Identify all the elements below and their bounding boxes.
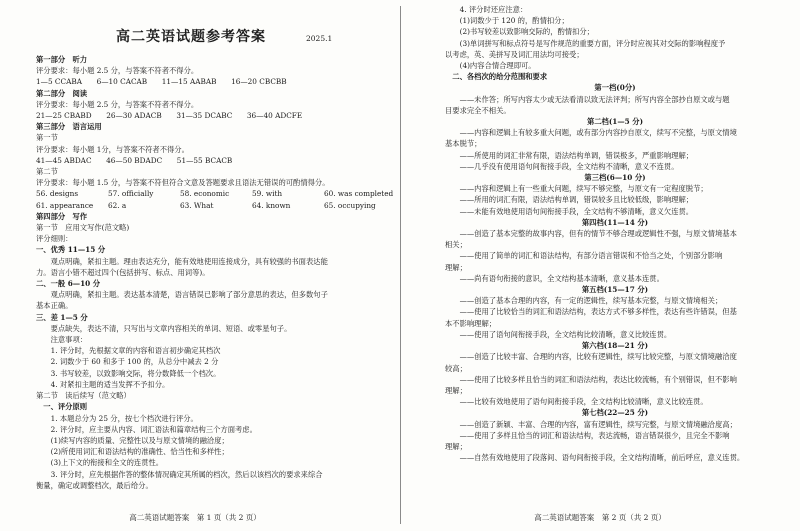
section-heading: 第四档(11—14 分) — [581, 217, 649, 227]
section-heading: 第六档(18—21 分) — [581, 341, 649, 351]
text-line: ——所使用的词汇非常有限，语法结构单调，错误极多，严重影响理解； — [445, 150, 694, 160]
text-line: (1)续写内容的质量、完整性以及与原文情境的融洽度； — [36, 435, 229, 445]
text-line: 本不影响理解； — [445, 318, 497, 328]
section-heading: 第五档(15—17 分) — [581, 285, 649, 295]
section-heading: 第三档(6—10 分) — [584, 173, 646, 183]
text-line: 评分要求：每小题 1.5 分，与答案不符但符合文意及答题要求且语法无错误的可酌情得分。 — [36, 178, 330, 188]
text-line: 2. 评分时，应主要从内容、词汇语法和篇章结构三个方面考虑。 — [36, 424, 257, 434]
text-line: 理解； — [445, 385, 467, 395]
text-line: 观点明确，紧扣主题。表达基本清楚，语言错误已影响了部分意思的表达，但多数句子 — [36, 290, 328, 300]
answer-item: 60. was completed — [324, 189, 394, 199]
text-line: 力。语言小错不超过四个(包括拼写、标点、用词等)。 — [36, 267, 210, 277]
fill-in-answers — [36, 188, 394, 210]
text-line: 1. 评分时，先根据文章的内容和语言初步确定其档次 — [36, 346, 221, 356]
text-line: 3. 书写较差，以致影响交际，将分数降低一个档次。 — [36, 368, 221, 378]
text-line: ——内容和逻辑上有一些重大问题，续写不够完整，与原文有一定程度脱节； — [445, 184, 708, 194]
text-line: 4. 对紧扣主题的适当发挥不予扣分。 — [36, 379, 170, 389]
answer-item: 61. appearance — [36, 200, 94, 210]
text-line: 目要求完全不相关。 — [445, 105, 511, 115]
section-heading: 第三部分 语言运用 — [36, 122, 102, 132]
text-line: 评分要求：每小题 2.5 分，与答案不符者不得分。 — [36, 99, 199, 109]
text-line: ——使用了比较多样且恰当的词汇和语法结构，表达比较流畅，有个别错误，但不影响 — [445, 374, 737, 384]
text-line: ——使用了语句间衔接手段，全文结构比较清晰，意义比较连贯。 — [445, 329, 672, 339]
text-line: 理解； — [445, 262, 467, 272]
page-1-section-a — [36, 54, 380, 188]
text-line: ——比较有效地使用了语句间衔接手段，全文结构比较清晰，意义比较连贯。 — [445, 397, 708, 407]
text-line: 注意事项： — [36, 335, 88, 345]
text-line: 21—25 CBABD 26—30 ADACB 31—35 DCABC 36—40 ADCFE — [36, 111, 303, 121]
section-heading: 第四部分 写作 — [36, 211, 88, 221]
section-heading: 三、差 1—5 分 — [36, 312, 88, 322]
answer-item: 62. a — [108, 200, 127, 210]
section-heading: 第七档(22—25 分) — [581, 408, 649, 418]
text-line: (2)书写较差以致影响交际的，酌情扣分； — [445, 27, 594, 37]
text-line: 评分要求：每小题 2.5 分，与答案不符者不得分。 — [36, 66, 199, 76]
text-line: 1. 本题总分为 25 分，按七个档次进行评分。 — [36, 413, 198, 423]
text-line: 要点缺失，表达不清，只写出与文章内容相关的单词、短语、或零星句子。 — [36, 323, 292, 333]
section-heading: 第一部分 听力 — [36, 55, 88, 64]
text-line: 41—45 ABDAC 46—50 BDADC 51—55 BCACB — [36, 155, 233, 165]
page-2-footer: 高二英语试题答案 第 2 页（共 2 页） — [534, 513, 666, 522]
text-line: ——创造了基本合理的内容，有一定的逻辑性，续写基本完整，与原文情境相关； — [445, 296, 723, 306]
text-line: 衡量，确定或调整档次，最后给分。 — [36, 480, 153, 490]
text-line: (2)所使用词汇和语法结构的准确性、恰当性和多样性； — [36, 447, 229, 457]
text-line: 观点明确，紧扣主题。理由表达充分，能有效地使用连接成分，具有较强的书面表达能 — [36, 256, 328, 266]
text-line: ——未能有效地使用语句间衔接手段，全文结构不够清晰，意义欠连贯。 — [445, 206, 694, 216]
text-line: ——自然有效地使用了段落间、语句间衔接手段，全文结构清晰，前后呼应，意义连贯。 — [445, 453, 745, 463]
text-line: 3. 评分时，应先根据作答的整体情况确定其所属的档次，然后以该档次的要求来综合 — [36, 469, 323, 479]
text-line: 较高； — [445, 363, 467, 373]
header — [36, 26, 380, 48]
text-line: 1—5 CCABA 6—10 CACAB 11—15 AABAB 16—20 CBCBB — [36, 77, 287, 87]
text-line: 相关； — [445, 240, 467, 250]
text-line: ——创造了比较丰富、合理的内容，比较有逻辑性，续写比较完整，与原文情境融洽度 — [445, 352, 737, 362]
text-line: 评分细则： — [36, 234, 73, 244]
section-heading: 一、评分原则 — [36, 402, 88, 412]
text-line: 第二节 — [36, 167, 58, 177]
text-line: (3)单词拼写和标点符号是写作规范的重要方面，评分时应视其对交际的影响程度予 — [445, 38, 726, 48]
section-heading: 一、优秀 11—15 分 — [36, 245, 106, 255]
text-line: ——未作答；所写内容太少或无法看清以致无法评判；所写内容全部抄自原文或与题 — [445, 94, 730, 104]
text-line: (1)词数少于 120 的，酌情扣分； — [445, 16, 569, 26]
text-line: ——内容和逻辑上有较多重大问题，或有部分内容抄自原文，续写不完整，与原文情境 — [445, 128, 737, 138]
text-line: ——尚有语句衔接的意识，全文结构基本清晰，意义基本连贯。 — [445, 273, 664, 283]
section-heading: 二、一般 6—10 分 — [36, 279, 101, 289]
text-line: ——使用了多样且恰当的词汇和语法结构，表达流畅，语言错误很少，且完全不影响 — [445, 430, 730, 440]
answer-item: 65. occupying — [324, 200, 376, 210]
answer-item: 59. with — [252, 189, 283, 199]
section-heading: 二、各档次的给分范围和要求 — [445, 72, 548, 82]
page-1-footer: 高二英语试题答案 第 1 页（共 2 页） — [129, 513, 261, 522]
text-line: (3)上下文的衔接和全文的连贯性。 — [36, 458, 164, 468]
page-divider — [400, 6, 401, 524]
text-line: ——使用了简单的词汇和语法结构，有部分语言错误和不恰当之处，个别部分影响 — [445, 251, 723, 261]
text-line: 2. 词数少于 60 和多于 100 的，从总分中减去 2 分 — [36, 357, 219, 367]
text-line: 第二节 读后续写（范文略） — [36, 391, 131, 401]
text-line: ——几乎没有使用语句间衔接手段，全文结构不清晰，意义不连贯。 — [445, 161, 679, 171]
text-line: 基本正确。 — [36, 301, 73, 311]
answer-item: 64. known — [252, 200, 291, 210]
answer-item: 56. designs — [36, 189, 79, 199]
text-line: 基本脱节； — [445, 139, 482, 149]
text-line: 以考虑，英、美拼写及词汇用法均可接受； — [445, 49, 584, 59]
text-line: (4)内容合情合理即可。 — [445, 61, 536, 71]
section-heading: 第一档(0分) — [594, 83, 636, 93]
page-2-body — [445, 4, 785, 463]
page-1 — [0, 0, 394, 531]
section-heading: 第二部分 阅读 — [36, 88, 88, 98]
text-line: ——所用的词汇有限，语法结构单调，错误较多且比较低级，影响理解； — [445, 195, 694, 205]
text-line: ——使用了比较恰当的词汇和语法结构，表达方式不够多样性，表达有些许错误，但基 — [445, 307, 737, 317]
text-line: 4. 评分时还应注意： — [445, 5, 528, 14]
document-title: 高二英语试题参考答案 — [116, 29, 266, 45]
text-line: ——创造了基本完整的故事内容，但有的情节不够合理或逻辑性不强，与原文情境基本 — [445, 229, 737, 239]
text-line: 理解； — [445, 441, 467, 451]
answer-item: 63. What — [180, 200, 214, 210]
section-heading: 第二档(1—5 分) — [586, 117, 644, 127]
page-2 — [405, 0, 795, 531]
answer-item: 58. economic — [180, 189, 230, 199]
answer-item: 57. officially — [108, 189, 154, 199]
text-line: 第一节 应用文写作(范文略) — [36, 223, 130, 233]
document-date: 2025.1 — [306, 34, 333, 43]
text-line: 评分要求：每小题 1分，与答案不符者不得分。 — [36, 144, 189, 154]
text-line: 第一节 — [36, 133, 58, 143]
page-1-section-b — [36, 211, 380, 491]
text-line: ——创造了新颖、丰富、合理的内容，富有逻辑性，续写完整，与原文情境融洽度高； — [445, 419, 737, 429]
